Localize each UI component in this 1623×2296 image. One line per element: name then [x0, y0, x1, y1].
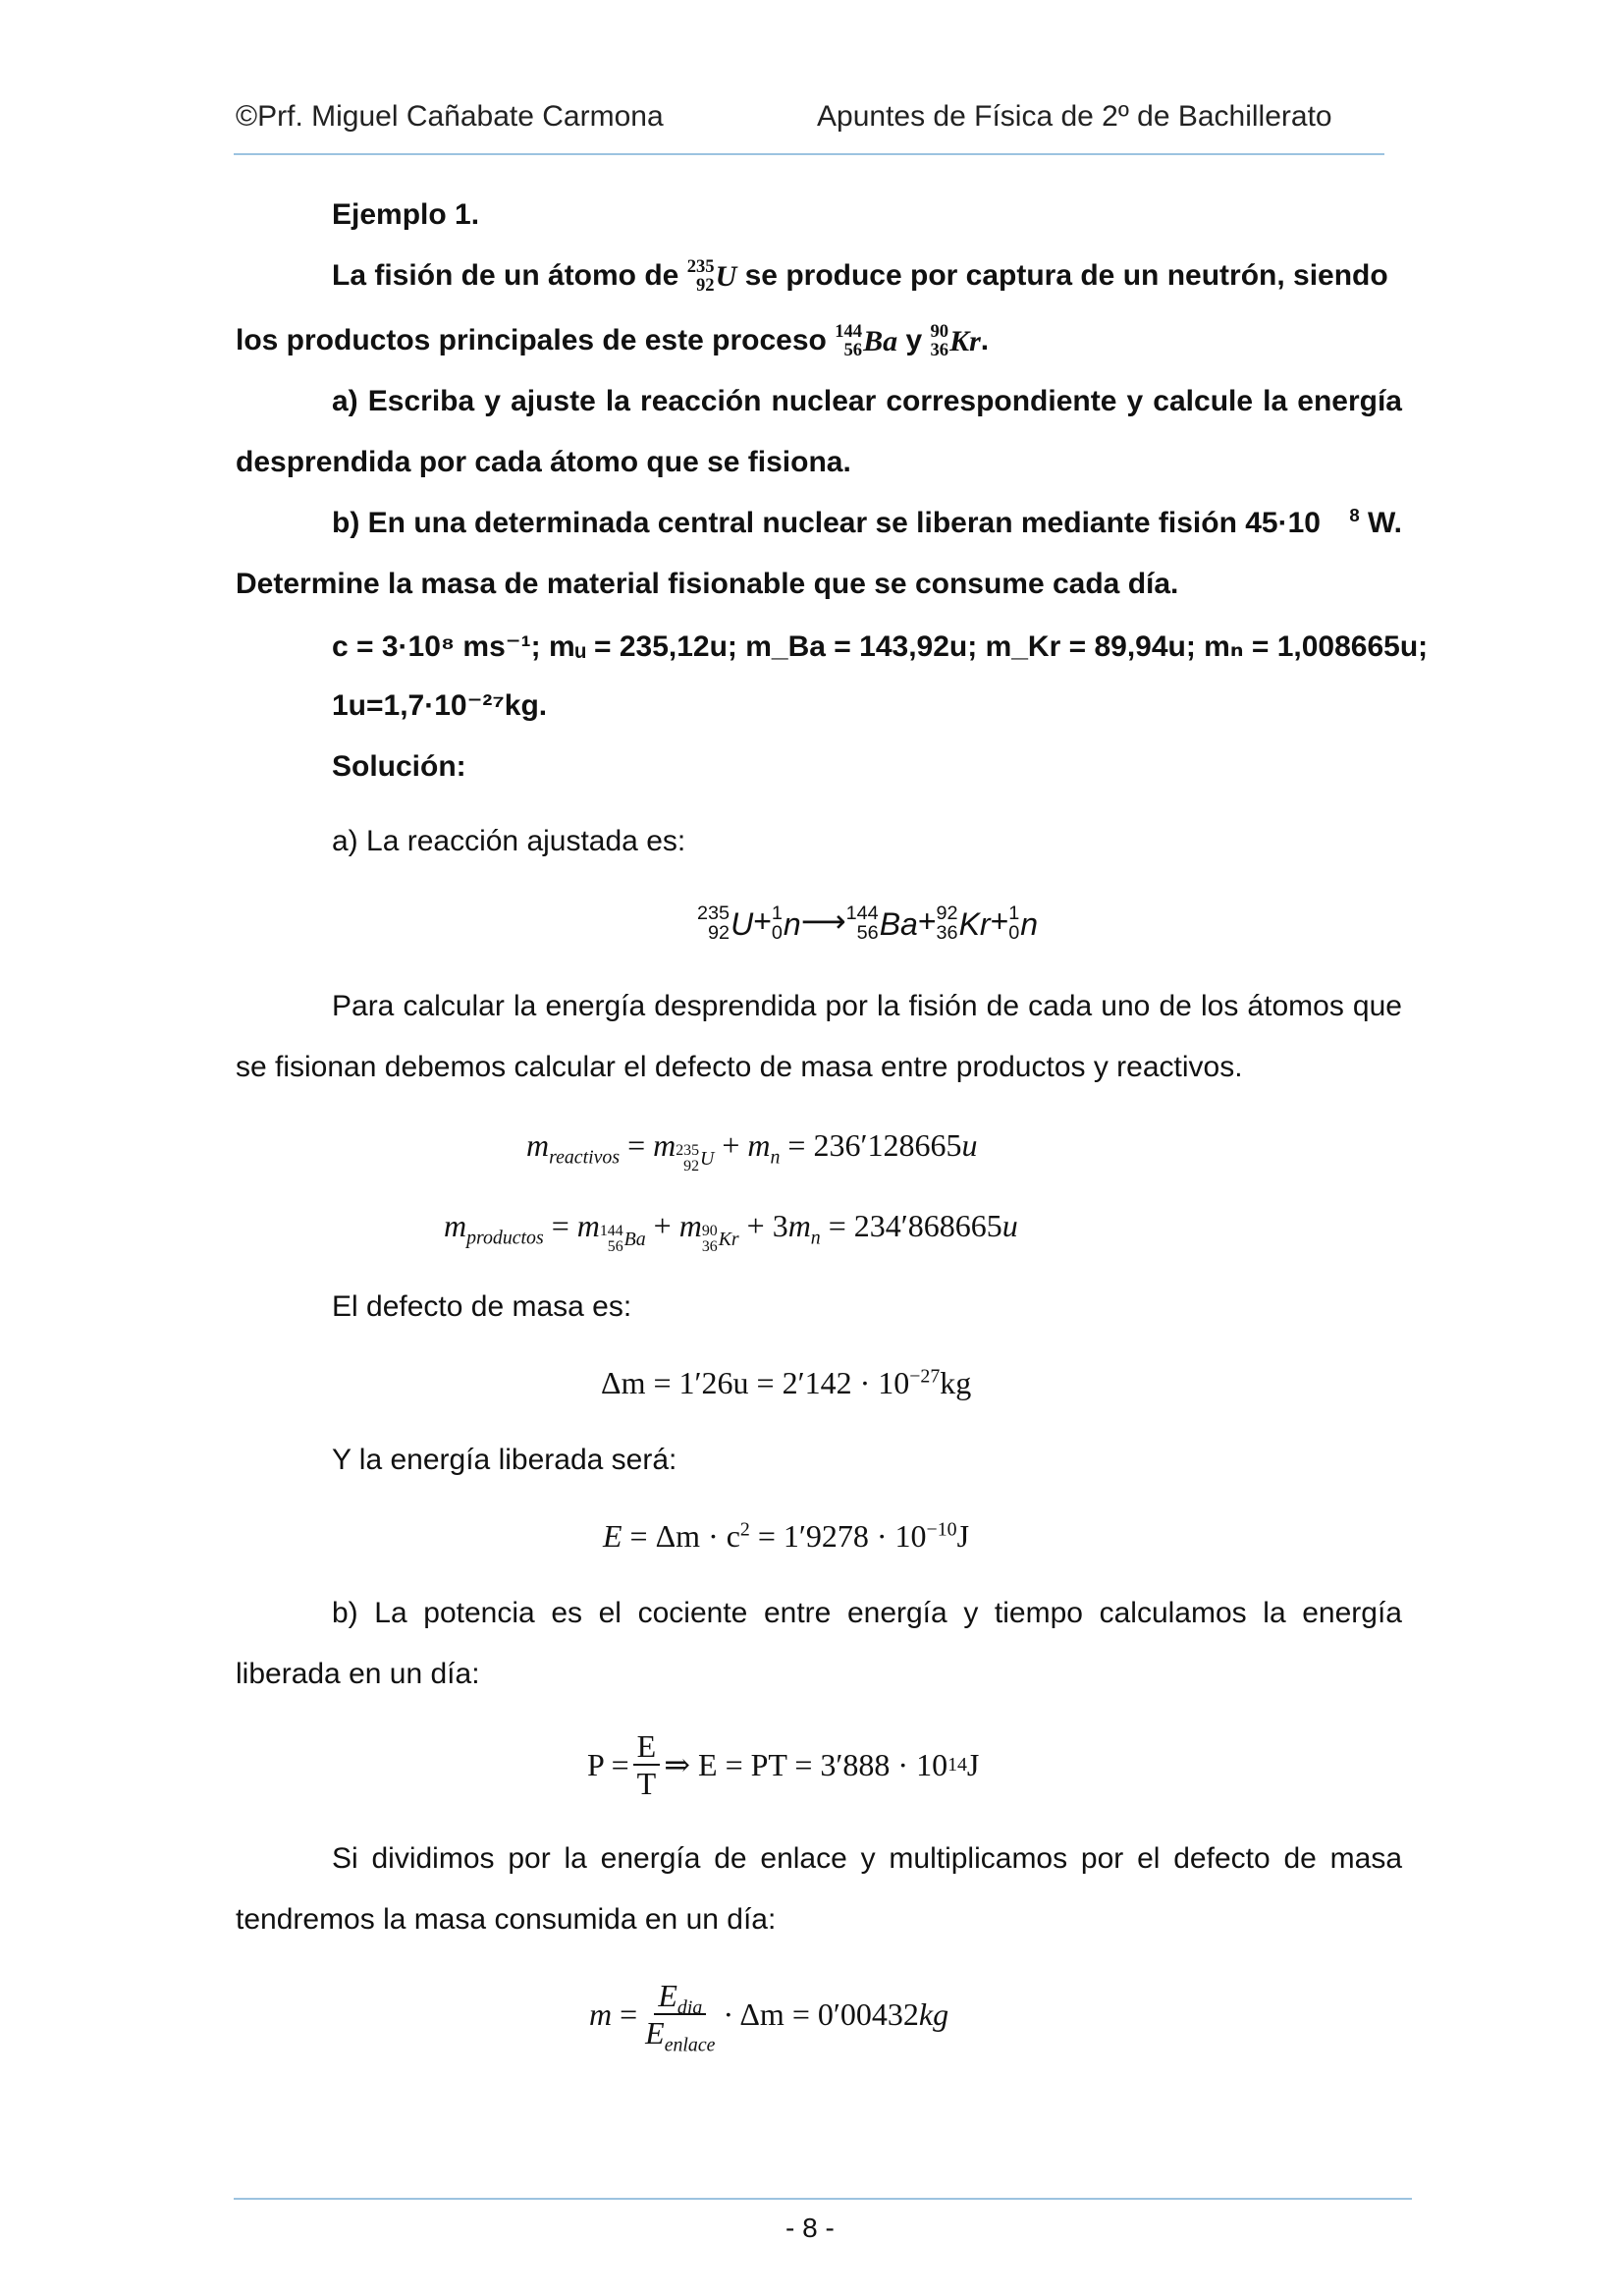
mass-products-equation: $m_{productos} = m$ $_{144 56 Ba}$ + m $_{90 36 Kr}$ + $3m_n = 234'868665u$ — [444, 1208, 1018, 1255]
krypton-nuclide: 90 36 Kr — [930, 321, 981, 361]
page-number: - 8 - — [785, 2213, 835, 2243]
mass-defect-equation: $\Delta m = 1'26u = 2'142 \cdot 10^{-27}kg$ — [601, 1365, 972, 1400]
power-equation: P = $\frac{E}{T}$ ⇒ E = PT = 3′888 · 10 14 J — [587, 1728, 980, 1801]
mass-consumed-equation: m = $\frac{E_{dia}}{E_{enlace}}$ · Δm = 0′00432 kg — [589, 1978, 949, 2056]
data-line-1: c = 3·10⁸ ms⁻¹; mᵤ = 235,12u; m_Ba = 143,92u; m_Kr = 89,94u; mₙ = 1,008665u; — [332, 630, 1429, 663]
mass-paragraph-line-2: tendremos la masa consumida en un día: — [236, 1903, 777, 1936]
footer-rule — [234, 2198, 1412, 2200]
statement-line-2: los productos principales de este proceso 144 56 Ba y 90 36 Kr . — [236, 321, 990, 361]
barium-nuclide: 144 56 Ba — [835, 321, 898, 361]
energy-over-time-fraction: $\frac{E}{T}$ — [633, 1728, 661, 1801]
statement-line-1: La fisión de un átomo de 235 92 U se produce por captura de un neutrón, siendo — [332, 256, 1388, 297]
defect-intro: El defecto de masa es: — [332, 1290, 632, 1323]
energy-paragraph-line-2: se fisionan debemos calcular el defecto de masa entre productos y reactivos. — [236, 1051, 1243, 1083]
b-paragraph-line-2: liberada en un día: — [236, 1658, 480, 1690]
mass-paragraph-line-1: Si dividimos por la energía de enlace y multiplicamos por el defecto de masa — [332, 1842, 1402, 1875]
solution-a-intro: a) La reacción ajustada es: — [332, 825, 686, 857]
uranium-nuclide: 235 92 U — [686, 256, 737, 297]
energy-paragraph-line-1: Para calcular la energía desprendida por la fisión de cada uno de los átomos que — [332, 990, 1402, 1022]
part-b-line-1: b) En una determinada central nuclear se liberan mediante fisión 45·10 $^8$ W. — [332, 505, 1402, 539]
energy-intro: Y la energía liberada será: — [332, 1444, 677, 1476]
header-rule — [234, 153, 1384, 155]
data-line-2: 1u=1,7·10⁻²⁷kg. — [332, 689, 548, 722]
header-course: Apuntes de Física de 2º de Bachillerato — [817, 100, 1332, 133]
b-paragraph-line-1: b) La potencia es el cociente entre energía y tiempo calculamos la energía — [332, 1597, 1402, 1629]
solution-label: Solución: — [332, 750, 466, 783]
part-a-line-1: a) Escriba y ajuste la reacción nuclear correspondiente y calcule la energía — [332, 385, 1402, 417]
example-title: Ejemplo 1. — [332, 198, 480, 231]
fission-reaction: 235 92 U + 1 0 n ⟶ 144 56 Ba + 92 36 Kr + 1 0 n — [697, 902, 1039, 944]
header-author: ©Prf. Miguel Cañabate Carmona — [236, 100, 664, 133]
energy-equation: $E = \Delta m \cdot c^2 = 1'9278 \cdot 10^{-10}J$ — [603, 1518, 970, 1554]
part-a-line-2: desprendida por cada átomo que se fisiona. — [236, 446, 851, 478]
mass-reactants-equation: $m_{reactivos} = m$ $_{235 92 U}$ + $m_n = 236'128665u$ — [526, 1127, 978, 1175]
part-b-line-2: Determine la masa de material fisionable que se consume cada día. — [236, 568, 1179, 600]
energy-ratio-fraction: $\frac{E_{dia}}{E_{enlace}}$ — [645, 1978, 716, 2056]
